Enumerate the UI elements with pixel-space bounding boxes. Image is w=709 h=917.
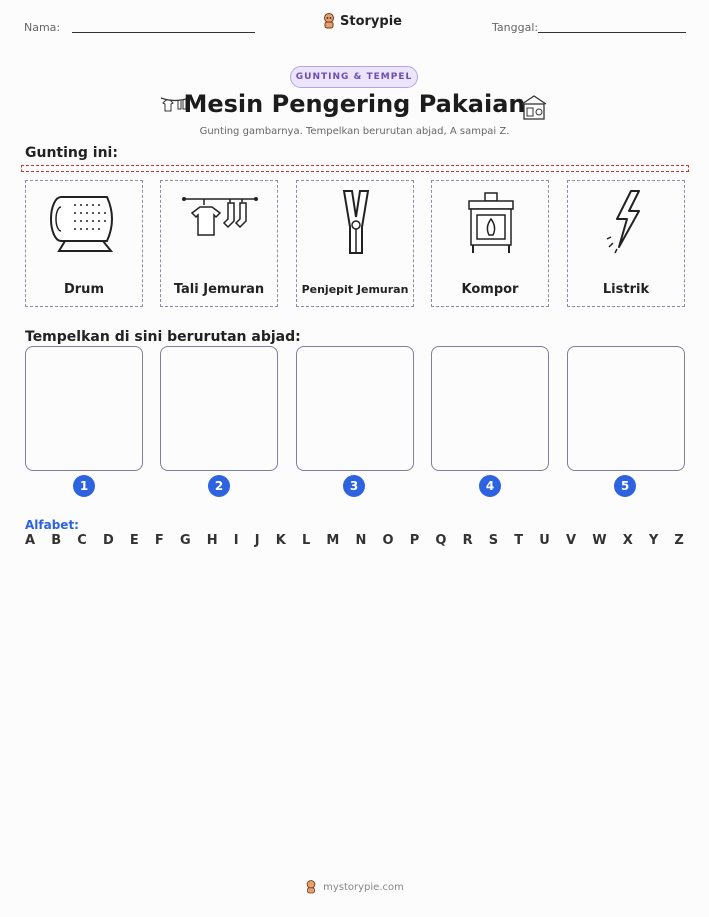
- alphabet-letter: S: [488, 533, 499, 548]
- cut-line: [21, 165, 689, 172]
- card-label: Penjepit Jemuran: [301, 283, 409, 296]
- paste-slot-3[interactable]: [296, 346, 414, 471]
- alphabet-letter: Z: [674, 533, 684, 548]
- alphabet-letter: F: [154, 533, 164, 548]
- card-label: Listrik: [602, 282, 650, 297]
- alphabet-letter: K: [275, 533, 286, 548]
- date-field[interactable]: [538, 32, 686, 33]
- cut-heading: Gunting ini:: [25, 145, 118, 161]
- alphabet-letter: P: [409, 533, 420, 548]
- name-label: Nama:: [24, 21, 61, 34]
- page-title: Mesin Pengering Pakaian: [183, 90, 526, 118]
- footer: [0, 880, 709, 894]
- cut-card-clothespin[interactable]: [296, 180, 414, 307]
- slot-number: 3: [343, 475, 365, 497]
- alphabet-row: [25, 533, 684, 548]
- alphabet-letter: I: [233, 533, 239, 548]
- laundry-room-icon: [520, 94, 548, 120]
- alphabet-letter: G: [179, 533, 191, 548]
- cut-card-stove[interactable]: [431, 180, 549, 307]
- alphabet-title: Alfabet:: [25, 518, 79, 532]
- name-field[interactable]: [72, 32, 255, 33]
- alphabet-letter: J: [254, 533, 260, 548]
- instructions: Gunting gambarnya. Tempelkan berurutan abjad, A sampai Z.: [199, 126, 510, 137]
- stove-icon: [451, 187, 531, 257]
- clothesline-icon: [180, 187, 260, 257]
- brand-logo: [322, 13, 402, 29]
- alphabet-letter: T: [514, 533, 524, 548]
- cut-card-clothesline[interactable]: [160, 180, 278, 307]
- paste-slot-5[interactable]: [567, 346, 685, 471]
- alphabet-letter: X: [622, 533, 633, 548]
- slot-number: 2: [208, 475, 230, 497]
- alphabet-letter: U: [539, 533, 550, 548]
- alphabet-letter: N: [355, 533, 367, 548]
- drum-icon: [45, 187, 125, 257]
- paste-heading: Tempelkan di sini berurutan abjad:: [25, 329, 301, 345]
- alphabet-letter: R: [462, 533, 473, 548]
- brand-name: Storypie: [340, 13, 402, 29]
- alphabet-letter: L: [301, 533, 311, 548]
- alphabet-letter: M: [326, 533, 340, 548]
- alphabet-letter: H: [206, 533, 218, 548]
- activity-badge: GUNTING & TEMPEL: [290, 66, 418, 88]
- date-label: Tanggal:: [492, 21, 539, 34]
- clothespin-icon: [316, 187, 396, 257]
- storypie-mascot-icon: [322, 13, 336, 29]
- alphabet-letter: B: [51, 533, 62, 548]
- alphabet-letter: V: [566, 533, 577, 548]
- slot-number: 1: [73, 475, 95, 497]
- lightning-icon: [587, 187, 667, 257]
- storypie-mascot-icon: [305, 880, 317, 894]
- cut-card-electricity[interactable]: [567, 180, 685, 307]
- alphabet-letter: Y: [648, 533, 659, 548]
- card-label: Kompor: [461, 282, 519, 297]
- paste-slot-4[interactable]: [431, 346, 549, 471]
- alphabet-letter: D: [102, 533, 114, 548]
- slot-number: 4: [479, 475, 501, 497]
- alphabet-letter: Q: [435, 533, 447, 548]
- alphabet-letter: E: [129, 533, 139, 548]
- paste-slot-1[interactable]: [25, 346, 143, 471]
- cut-card-drum[interactable]: [25, 180, 143, 307]
- paste-slot-2[interactable]: [160, 346, 278, 471]
- footer-url[interactable]: mystorypie.com: [323, 881, 404, 893]
- alphabet-letter: W: [592, 533, 607, 548]
- card-label: Drum: [63, 282, 104, 297]
- slot-number: 5: [614, 475, 636, 497]
- alphabet-letter: O: [382, 533, 394, 548]
- card-label: Tali Jemuran: [173, 282, 265, 297]
- alphabet-letter: C: [77, 533, 87, 548]
- alphabet-letter: A: [25, 533, 36, 548]
